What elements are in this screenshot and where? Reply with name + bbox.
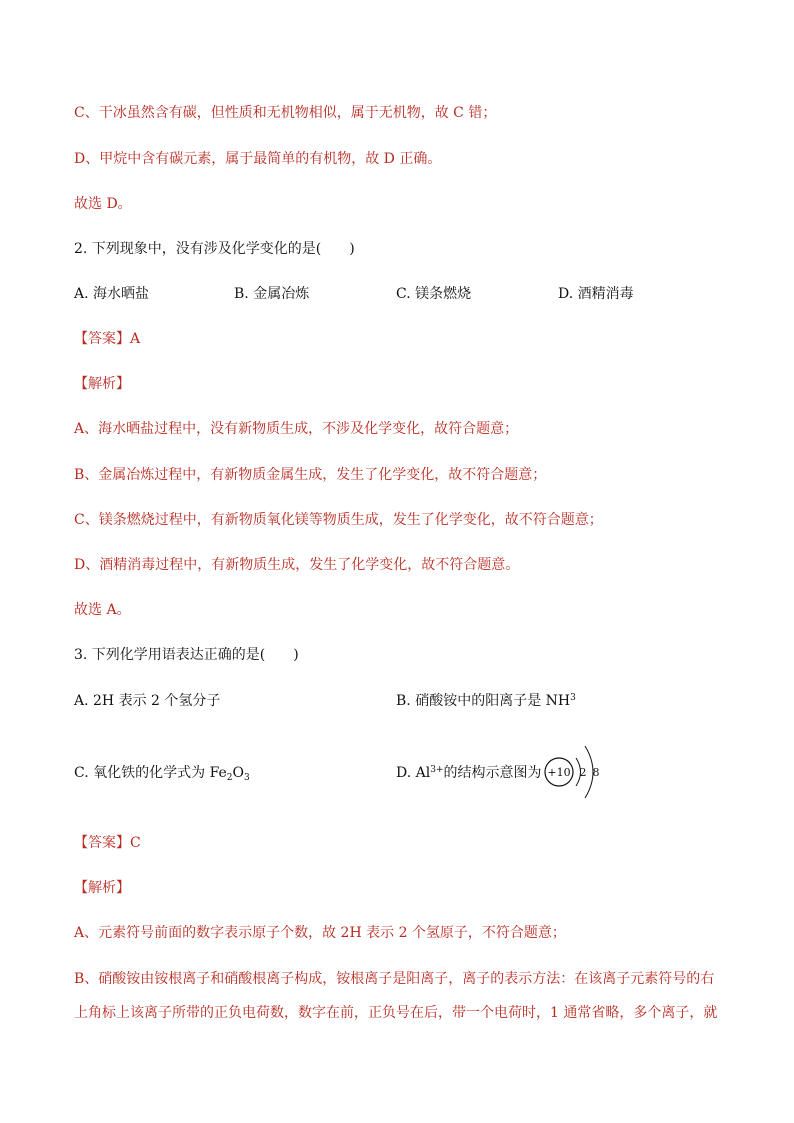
q3-option-c-sub2: 3 xyxy=(244,773,250,783)
q3-analysis-title: 【解析】 xyxy=(74,880,130,896)
q3-option-a: A. 2H 表示 2 个氢分子 xyxy=(74,693,221,709)
q3-option-b-superscript: 3 xyxy=(570,693,576,703)
q2-option-c: C. 镁条燃烧 xyxy=(396,286,472,302)
q2-option-a: A. 海水晒盐 xyxy=(74,286,150,302)
q2-select: 故选 A。 xyxy=(74,602,131,618)
aluminum-ion-structure-diagram xyxy=(543,738,613,808)
q2-analysis-d: D、酒精消毒过程中，有新物质生成，发生了化学变化，故不符合题意。 xyxy=(74,557,520,573)
q3-option-b xyxy=(396,690,576,710)
q3-option-c-sub1: 2 xyxy=(226,773,233,783)
q3-analysis-b-line2: 上角标上该离子所带的正负电荷数，数字在前，正负号在后，带一个电荷时，1 通常省略，多个离子，就 xyxy=(74,1005,718,1021)
q2-analysis-b: B、金属冶炼过程中，有新物质金属生成，发生了化学变化，故不符合题意； xyxy=(74,467,547,483)
nucleus-charge: +10 xyxy=(547,766,571,779)
q3-answer: 【答案】C xyxy=(74,835,141,851)
q3-option-d xyxy=(396,762,542,782)
electron-shell-2-count: 8 xyxy=(592,766,600,779)
q3-analysis-b-line1: B、硝酸铵由铵根离子和硝酸根离子构成，铵根离子是阳离子，离子的表示方法：在该离子元素符号的右 xyxy=(74,971,715,987)
question-3-stem: 3. 下列化学用语表达正确的是( ) xyxy=(74,647,299,663)
q3-analysis-a: A、元素符号前面的数字表示原子个数，故 2H 表示 2 个氢原子，不符合题意； xyxy=(74,925,566,941)
q3-option-d-superscript: 3+ xyxy=(430,765,444,775)
question-2-stem: 2. 下列现象中，没有涉及化学变化的是( ) xyxy=(74,241,355,257)
q2-option-b: B. 金属冶炼 xyxy=(234,286,310,302)
q2-analysis-title: 【解析】 xyxy=(74,376,130,392)
q2-analysis-c: C、镁条燃烧过程中，有新物质氧化镁等物质生成，发生了化学变化，故不符合题意； xyxy=(74,512,603,528)
electron-shell-1-count: 2 xyxy=(579,766,587,779)
q2-answer: 【答案】A xyxy=(74,331,141,347)
select-line-prev: 故选 D。 xyxy=(74,196,132,212)
q3-option-d-prefix: D. Al xyxy=(396,765,431,781)
q3-option-c-text: C. 氧化铁的化学式为 Fe xyxy=(74,765,227,781)
q3-option-c-o: O xyxy=(232,765,245,781)
q3-option-c xyxy=(74,762,250,783)
q3-option-b-text: B. 硝酸铵中的阳离子是 NH xyxy=(396,693,571,709)
analysis-line-d-prev: D、甲烷中含有碳元素，属于最简单的有机物，故 D 正确。 xyxy=(74,151,442,167)
analysis-line-c-prev: C、干冰虽然含有碳，但性质和无机物相似，属于无机物，故 C 错； xyxy=(74,105,497,121)
q2-analysis-a: A、海水晒盐过程中，没有新物质生成，不涉及化学变化，故符合题意； xyxy=(74,421,519,437)
q3-option-d-text: 的结构示意图为 xyxy=(443,765,542,781)
q2-option-d: D. 酒精消毒 xyxy=(558,286,634,302)
